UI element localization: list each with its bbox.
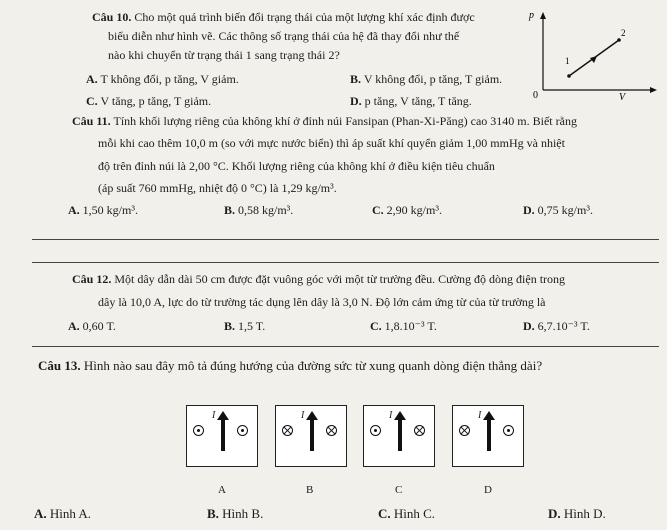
q12-line1 <box>72 272 565 286</box>
q11-text1: Tính khối lượng riêng của không khí ở đỉnh núi Fansipan (Phan-Xi-Păng) cao 3140 m. Biết rằng <box>113 114 577 128</box>
q10-option-d[interactable]: D. p tăng, V tăng, T tăng. <box>350 94 472 108</box>
q10-text1: Cho một quá trình biến đổi trạng thái của một lượng khí xác định được <box>134 10 475 24</box>
dot-out-icon <box>237 425 248 436</box>
q10-line1 <box>92 10 475 24</box>
q13-label: Câu 13. <box>38 358 81 373</box>
q12-text2: dây là 10,0 A, lực do từ trường tác dụng lên dây là 3,0 N. Độ lớn cảm ứng từ của từ trường là <box>98 295 546 309</box>
q13-line <box>38 358 542 374</box>
cross-in-icon <box>326 425 337 436</box>
origin-label: 0 <box>533 90 538 101</box>
figure-c-label: C <box>395 484 403 496</box>
divider-3 <box>32 346 659 347</box>
v-axis-label: V <box>619 92 626 103</box>
q10-option-b[interactable]: B. V không đổi, p tăng, T giảm. <box>350 72 503 86</box>
q10-option-a[interactable]: A. T không đổi, p tăng, V giảm. <box>86 72 239 86</box>
q13-text: Hình nào sau đây mô tả đúng hướng của đường sức từ xung quanh dòng điện thẳng dài? <box>83 358 543 373</box>
q10-pv-graph <box>529 10 663 103</box>
q12-option-b[interactable]: B. 1,5 T. <box>224 319 266 333</box>
q11-option-a[interactable]: A. 1,50 kg/m³. <box>68 203 138 217</box>
dot-out-icon <box>370 425 381 436</box>
figure-b <box>275 405 347 467</box>
v-axis-arrow <box>650 87 657 93</box>
q12-option-a[interactable]: A. 0,60 T. <box>68 319 116 333</box>
figure-a-label: A <box>218 484 226 496</box>
q11-text3: độ trên đỉnh núi là 2,00 °C. Khối lượng riêng của không khí ở điều kiện tiêu chuẩn <box>98 159 495 173</box>
q10-text2: biểu diễn như hình vẽ. Các thông số trạng thái của hệ đã thay đổi như thế <box>108 29 460 43</box>
q13-option-c[interactable]: C. Hình C. <box>378 506 436 521</box>
state-1-label: 1 <box>565 56 570 66</box>
divider-2 <box>32 262 659 263</box>
q10-label: Câu 10. <box>92 10 132 24</box>
cross-in-icon <box>459 425 470 436</box>
wire <box>398 419 402 451</box>
divider-1 <box>32 239 659 240</box>
state-2-label: 2 <box>621 28 626 38</box>
cross-in-icon <box>282 425 293 436</box>
figure-b-label: B <box>306 484 314 496</box>
current-label: I <box>478 410 482 421</box>
figure-c <box>363 405 435 467</box>
q11-text4: (áp suất 760 mmHg, nhiệt độ 0 °C) là 1,29 kg/m³. <box>98 181 337 195</box>
q10-option-c[interactable]: C. V tăng, p tăng, T giảm. <box>86 94 212 108</box>
figure-d <box>452 405 524 467</box>
wire <box>221 419 225 451</box>
q11-option-d[interactable]: D. 0,75 kg/m³. <box>523 203 593 217</box>
q12-option-c[interactable]: C. 1,8.10⁻³ T. <box>370 319 437 333</box>
q10-text3: nào khi chuyển từ trạng thái 1 sang trạng thái 2? <box>108 48 340 62</box>
q12-text1: Một dây dẫn dài 50 cm được đặt vuông góc với một từ trường đều. Cường độ dòng điện trong <box>114 272 566 286</box>
dot-out-icon <box>193 425 204 436</box>
current-label: I <box>389 410 393 421</box>
wire <box>487 419 491 451</box>
q11-option-c[interactable]: C. 2,90 kg/m³. <box>372 203 442 217</box>
p-axis-arrow <box>540 12 546 19</box>
q11-line1 <box>72 114 577 128</box>
current-label: I <box>301 410 305 421</box>
q11-text2: mỗi khi cao thêm 10,0 m (so với mực nước biển) thì áp suất khí quyển giảm 1,00 mmHg và nhiệt <box>98 136 565 150</box>
state-2-point <box>617 38 621 42</box>
current-label: I <box>212 410 216 421</box>
dot-out-icon <box>503 425 514 436</box>
q11-label: Câu 11. <box>72 114 111 128</box>
cross-in-icon <box>414 425 425 436</box>
wire <box>310 419 314 451</box>
q12-option-d[interactable]: D. 6,7.10⁻³ T. <box>523 319 590 333</box>
q11-option-b[interactable]: B. 0,58 kg/m³. <box>224 203 294 217</box>
state-1-point <box>567 74 571 78</box>
q13-option-d[interactable]: D. Hình D. <box>548 506 606 521</box>
p-axis-label: p <box>529 10 534 21</box>
figure-d-label: D <box>484 484 492 496</box>
q12-label: Câu 12. <box>72 272 112 286</box>
q13-option-b[interactable]: B. Hình B. <box>207 506 264 521</box>
figure-a <box>186 405 258 467</box>
q13-option-a[interactable]: A. Hình A. <box>34 506 92 521</box>
